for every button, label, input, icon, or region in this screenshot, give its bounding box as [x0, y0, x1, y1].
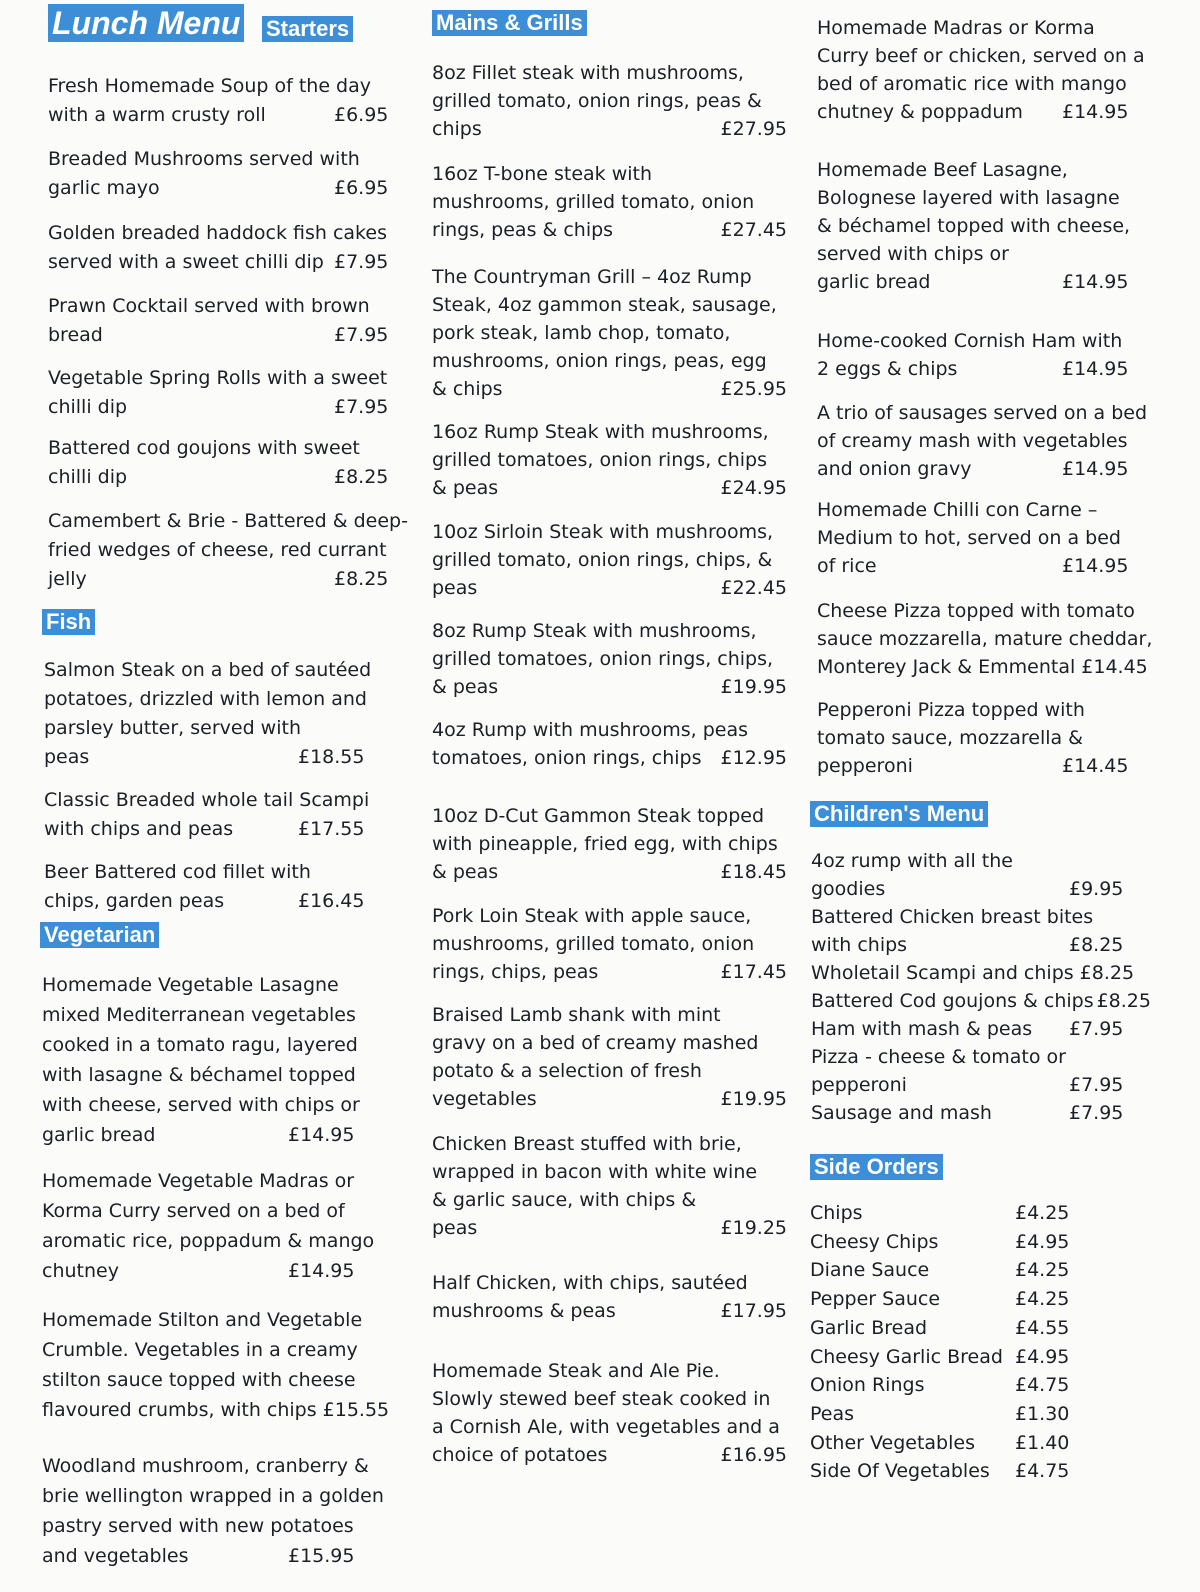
menu-item-text: 10oz D-Cut Gammon Steak topped: [432, 805, 765, 827]
menu-item-text: & peas: [432, 676, 499, 698]
menu-item-text: grilled tomatoes, onion rings, chips,: [432, 648, 774, 670]
menu-item-price: £18.55: [298, 746, 365, 768]
menu-item-text: & chips: [432, 378, 503, 400]
menu-item-text: grilled tomato, onion rings, peas &: [432, 90, 762, 112]
menu-item-price: £8.25: [1079, 962, 1135, 984]
menu-item-text: The Countryman Grill – 4oz Rump: [432, 266, 752, 288]
menu-item-price: £17.55: [298, 818, 365, 840]
menu-item-text: with lasagne & béchamel topped: [42, 1064, 356, 1086]
menu-item-price: £14.95: [1062, 458, 1129, 480]
menu-title: Lunch Menu: [48, 4, 244, 42]
menu-item-text: & garlic sauce, with chips &: [432, 1189, 697, 1211]
menu-item-text: potatoes, drizzled with lemon and: [44, 688, 367, 710]
menu-item-text: Camembert & Brie - Battered & deep-: [48, 510, 408, 532]
menu-item-text: mushrooms & peas: [432, 1300, 616, 1322]
menu-item-text: fried wedges of cheese, red currant: [48, 539, 387, 561]
section-header-side-orders: Side Orders: [810, 1154, 943, 1180]
menu-item-price: £17.95: [720, 1300, 787, 1322]
menu-item-price: £17.45: [720, 961, 787, 983]
side-order-name: Other Vegetables: [810, 1431, 975, 1454]
menu-item-text: grilled tomatoes, onion rings, chips: [432, 449, 768, 471]
menu-item-price: £22.45: [720, 577, 787, 599]
menu-item-text: with a warm crusty roll: [48, 104, 266, 126]
menu-item-text: Wholetail Scampi and chips: [811, 962, 1074, 984]
section-header-fish: Fish: [42, 609, 95, 635]
menu-item-text: 4oz Rump with mushrooms, peas: [432, 719, 748, 741]
menu-item-text: Homemade Chilli con Carne –: [817, 499, 1098, 521]
menu-item-price: £16.45: [298, 890, 365, 912]
menu-item-text: pastry served with new potatoes: [42, 1515, 354, 1537]
menu-item-text: mushrooms, grilled tomato, onion: [432, 191, 755, 213]
menu-item-text: & peas: [432, 477, 499, 499]
menu-item-text: Steak, 4oz gammon steak, sausage,: [432, 294, 777, 316]
menu-item-text: 8oz Fillet steak with mushrooms,: [432, 62, 744, 84]
menu-item-price: £24.95: [720, 477, 787, 499]
side-order-name: Pepper Sauce: [810, 1288, 941, 1311]
menu-item-text: A trio of sausages served on a bed: [817, 402, 1148, 424]
menu-item-text: Vegetable Spring Rolls with a sweet: [48, 367, 388, 389]
menu-item-text: 2 eggs & chips: [817, 358, 958, 380]
menu-item-text: Curry beef or chicken, served on a: [817, 45, 1145, 67]
menu-item-text: chips: [432, 118, 482, 140]
menu-item-text: stilton sauce topped with cheese: [42, 1369, 356, 1391]
menu-item-price: £19.95: [720, 676, 787, 698]
menu-item-text: potato & a selection of fresh: [432, 1060, 702, 1082]
menu-item-text: mixed Mediterranean vegetables: [42, 1004, 356, 1026]
menu-item-text: Beer Battered cod fillet with: [44, 861, 311, 883]
section-header-vegetarian: Vegetarian: [40, 922, 159, 948]
menu-item-text: Homemade Stilton and Vegetable: [42, 1309, 363, 1331]
menu-item-text: pepperoni: [817, 755, 913, 777]
menu-item-text: 10oz Sirloin Steak with mushrooms,: [432, 521, 774, 543]
menu-item-text: with pineapple, fried egg, with chips: [432, 833, 778, 855]
side-order-price: £4.25: [1015, 1259, 1070, 1282]
menu-item-text: Homemade Vegetable Madras or: [42, 1170, 355, 1192]
menu-item-price: £6.95: [334, 177, 389, 199]
menu-item-text: Homemade Beef Lasagne,: [817, 159, 1068, 181]
menu-item-price: £14.95: [1062, 358, 1129, 380]
menu-item-price: £8.25: [1096, 990, 1151, 1012]
menu-item-price: £14.95: [1062, 101, 1129, 123]
menu-item-price: £8.25: [334, 466, 389, 488]
menu-item-text: 8oz Rump Steak with mushrooms,: [432, 620, 757, 642]
menu-item-text: Salmon Steak on a bed of sautéed: [44, 659, 372, 681]
menu-item-text: Monterey Jack & Emmental: [817, 656, 1076, 678]
menu-item-text: Golden breaded haddock fish cakes: [48, 222, 387, 244]
menu-item-price: £7.95: [1069, 1102, 1124, 1124]
menu-item-text: chilli dip: [48, 396, 128, 418]
menu-item-price: £14.95: [1062, 555, 1129, 577]
side-order-name: Cheesy Chips: [810, 1230, 939, 1253]
menu-item-text: grilled tomato, onion rings, chips, &: [432, 549, 773, 571]
menu-item-price: £14.45: [1062, 755, 1129, 777]
menu-item-text: garlic mayo: [48, 177, 160, 199]
menu-item-text: mushrooms, grilled tomato, onion: [432, 933, 755, 955]
menu-item-text: cooked in a tomato ragu, layered: [42, 1034, 358, 1056]
menu-item-price: £14.95: [288, 1124, 355, 1146]
side-order-price: £4.75: [1015, 1460, 1070, 1483]
menu-item-text: Cheese Pizza topped with tomato: [817, 600, 1135, 622]
menu-item-price: £27.95: [720, 118, 787, 140]
menu-item-text: Woodland mushroom, cranberry &: [42, 1455, 369, 1477]
section-header-mains: Mains & Grills: [432, 10, 587, 36]
menu-item-text: Pizza - cheese & tomato or: [811, 1046, 1066, 1068]
menu-item-price: £7.95: [334, 396, 389, 418]
side-order-price: £1.40: [1015, 1431, 1070, 1454]
menu-item-text: chips, garden peas: [44, 890, 225, 912]
side-order-price: £4.25: [1015, 1202, 1070, 1224]
menu-item-text: parsley butter, served with: [44, 717, 301, 739]
menu-item-text: and onion gravy: [817, 458, 972, 480]
menu-item-price: £7.95: [334, 251, 389, 273]
menu-item-text: vegetables: [432, 1088, 537, 1110]
section-header-starters: Starters: [262, 16, 353, 42]
menu-item-text: jelly: [48, 568, 87, 590]
menu-item-text: Battered Chicken breast bites: [811, 906, 1094, 928]
side-order-name: Side Of Vegetables: [810, 1460, 990, 1483]
menu-item-text: Homemade Steak and Ale Pie.: [432, 1360, 720, 1382]
menu-item-text: Medium to hot, served on a bed: [817, 527, 1121, 549]
menu-item-price: £8.25: [334, 568, 389, 590]
menu-item-text: Homemade Madras or Korma: [817, 17, 1095, 39]
menu-item-text: rings, chips, peas: [432, 961, 599, 983]
menu-item-text: Classic Breaded whole tail Scampi: [44, 789, 370, 811]
menu-item-text: Sausage and mash: [811, 1102, 992, 1124]
menu-column-1: [0, 0, 410, 1592]
menu-item-text: 4oz rump with all the: [811, 850, 1013, 872]
menu-item-text: goodies: [811, 878, 886, 900]
menu-item-price: £14.95: [1062, 271, 1129, 293]
menu-item-text: mushrooms, onion rings, peas, egg: [432, 350, 767, 372]
menu-item-text: bed of aromatic rice with mango: [817, 73, 1127, 95]
side-order-name: Garlic Bread: [810, 1316, 928, 1339]
menu-item-text: 16oz Rump Steak with mushrooms,: [432, 421, 769, 443]
menu-item-text: served with a sweet chilli dip: [48, 251, 324, 273]
menu-item-price: £14.95: [288, 1260, 355, 1282]
menu-item-text: peas: [432, 1217, 478, 1239]
menu-item-text: Bolognese layered with lasagne: [817, 187, 1120, 209]
menu-item-text: with chips and peas: [44, 818, 234, 840]
menu-item-price: £15.95: [288, 1545, 355, 1567]
menu-item-text: tomato sauce, mozzarella &: [817, 727, 1083, 749]
menu-item-text: rings, peas & chips: [432, 219, 614, 241]
menu-item-text: Half Chicken, with chips, sautéed: [432, 1272, 748, 1294]
menu-item-text: served with chips or: [817, 243, 1009, 265]
menu-item-text: Home-cooked Cornish Ham with: [817, 330, 1123, 352]
menu-item-text: choice of potatoes: [432, 1444, 608, 1466]
side-order-name: Cheesy Garlic Bread: [810, 1345, 1003, 1368]
menu-item-text: Pepperoni Pizza topped with: [817, 699, 1085, 721]
menu-item-text: bread: [48, 324, 103, 346]
menu-item-price: £14.45: [1081, 656, 1148, 678]
menu-item-text: garlic bread: [817, 271, 931, 293]
menu-item-text: sauce mozzarella, mature cheddar,: [817, 628, 1153, 650]
menu-item-text: Pork Loin Steak with apple sauce,: [432, 905, 752, 927]
menu-item-price: £12.95: [720, 747, 787, 769]
menu-item-text: Breaded Mushrooms served with: [48, 148, 360, 170]
menu-item-text: chutney & poppadum: [817, 101, 1023, 123]
menu-item-price: £15.55: [322, 1399, 390, 1421]
menu-item-text: Ham with mash & peas: [811, 1018, 1033, 1040]
menu-item-text: 16oz T-bone steak with: [432, 163, 653, 185]
menu-item-text: Slowly stewed beef steak cooked in: [432, 1388, 771, 1410]
menu-item-text: & peas: [432, 861, 499, 883]
menu-item-text: Crumble. Vegetables in a creamy: [42, 1339, 358, 1361]
menu-item-price: £18.45: [720, 861, 787, 883]
menu-item-price: £7.95: [1069, 1018, 1124, 1040]
menu-item-price: £8.25: [1069, 934, 1124, 956]
menu-item-text: chilli dip: [48, 466, 128, 488]
menu-item-text: Battered cod goujons with sweet: [48, 437, 360, 459]
menu-item-text: chutney: [42, 1260, 119, 1282]
menu-item-price: £19.25: [720, 1217, 787, 1239]
menu-item-text: gravy on a bed of creamy mashed: [432, 1032, 759, 1054]
menu-item-text: pepperoni: [811, 1074, 907, 1096]
menu-item-price: £25.95: [720, 378, 787, 400]
menu-item-price: £16.95: [720, 1444, 787, 1466]
menu-item-text: tomatoes, onion rings, chips: [432, 747, 702, 769]
menu-item-text: garlic bread: [42, 1124, 156, 1146]
side-order-price: £4.75: [1015, 1374, 1070, 1397]
menu-column-2: [410, 0, 805, 1592]
menu-item-price: £6.95: [334, 104, 389, 126]
menu-item-text: & béchamel topped with cheese,: [817, 215, 1131, 237]
menu-item-text: aromatic rice, poppadum & mango: [42, 1230, 375, 1252]
menu-item-price: £9.95: [1069, 878, 1124, 900]
menu-item-text: of rice: [817, 555, 877, 577]
menu-item-text: a Cornish Ale, with vegetables and a: [432, 1416, 780, 1438]
menu-item-price: £7.95: [334, 324, 389, 346]
section-header-childrens-menu: Children's Menu: [810, 801, 988, 827]
side-order-name: Onion Rings: [810, 1374, 925, 1397]
menu-item-text: Braised Lamb shank with mint: [432, 1004, 721, 1026]
menu-item-text: wrapped in bacon with white wine: [432, 1161, 758, 1183]
side-order-price: £4.95: [1015, 1345, 1070, 1368]
menu-item-text: Homemade Vegetable Lasagne: [42, 974, 339, 996]
menu-item-text: pork steak, lamb chop, tomato,: [432, 322, 731, 344]
menu-item-text: Chicken Breast stuffed with brie,: [432, 1133, 742, 1155]
side-order-price: £4.25: [1015, 1288, 1070, 1311]
menu-item-text: peas: [44, 746, 90, 768]
menu-item-text: peas: [432, 577, 478, 599]
side-order-name: Diane Sauce: [810, 1259, 930, 1282]
menu-item-text: flavoured crumbs, with chips: [42, 1399, 317, 1421]
side-order-price: £4.95: [1015, 1230, 1070, 1253]
side-order-name: Chips: [810, 1202, 863, 1224]
menu-item-text: Prawn Cocktail served with brown: [48, 295, 370, 317]
menu-item-text: and vegetables: [42, 1545, 189, 1567]
side-order-price: £1.30: [1015, 1402, 1070, 1425]
menu-item-text: with chips: [811, 934, 908, 956]
menu-item-text: Korma Curry served on a bed of: [42, 1200, 345, 1222]
menu-item-text: brie wellington wrapped in a golden: [42, 1485, 384, 1507]
menu-item-price: £7.95: [1069, 1074, 1124, 1096]
menu-item-text: with cheese, served with chips or: [42, 1094, 360, 1116]
menu-item-text: Fresh Homemade Soup of the day: [48, 75, 372, 97]
menu-item-text: Battered Cod goujons & chips: [811, 990, 1094, 1012]
side-order-price: £4.55: [1015, 1316, 1070, 1339]
menu-item-price: £19.95: [720, 1088, 787, 1110]
menu-item-text: of creamy mash with vegetables: [817, 430, 1128, 452]
side-order-name: Peas: [810, 1402, 855, 1425]
menu-item-price: £27.45: [720, 219, 787, 241]
menu-column-3: [805, 0, 1200, 1592]
